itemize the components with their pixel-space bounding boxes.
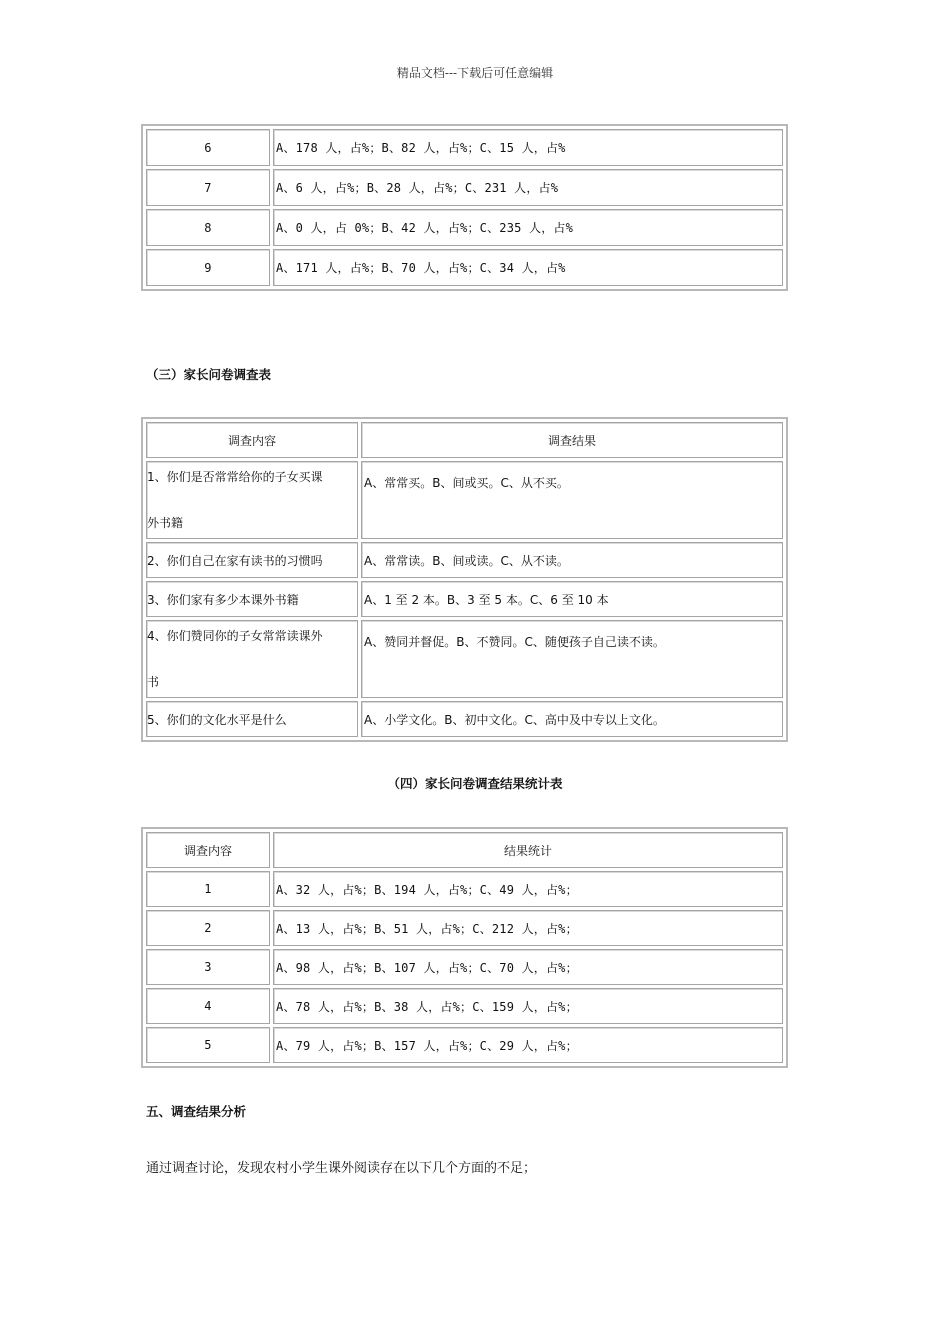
- parent-results-table: [141, 827, 788, 1068]
- question-cell: [146, 461, 358, 539]
- table-row: [146, 169, 783, 206]
- table-row: [146, 209, 783, 246]
- row-result: A、79 人，占%；B、157 人，占%；C、29 人，占%；: [273, 1027, 783, 1063]
- table-row: [146, 701, 783, 737]
- table-row: [146, 910, 783, 946]
- table-row: [146, 129, 783, 166]
- section-5-title: 五、调查结果分析: [146, 1104, 247, 1119]
- table-row: [146, 620, 783, 698]
- answer-cell: A、常常读。B、间或读。C、从不读。: [361, 542, 783, 578]
- column-header: 调查结果: [361, 422, 783, 458]
- row-number: 3: [146, 949, 270, 985]
- question-cell: [146, 620, 358, 698]
- row-number: 6: [146, 129, 270, 166]
- question-line: 书: [147, 675, 160, 689]
- question-line: 1、你们是否常常给你的子女买课: [147, 470, 323, 484]
- row-number: 9: [146, 249, 270, 286]
- column-header: 调查内容: [146, 422, 358, 458]
- answer-cell: A、1 至 2 本。B、3 至 5 本。C、6 至 10 本: [361, 581, 783, 617]
- table-row: [146, 581, 783, 617]
- row-number: 5: [146, 1027, 270, 1063]
- student-results-table: [141, 124, 788, 291]
- row-number: 8: [146, 209, 270, 246]
- row-number: 7: [146, 169, 270, 206]
- row-result: A、171 人，占%；B、70 人，占%；C、34 人，占%: [273, 249, 783, 286]
- row-result: A、13 人，占%；B、51 人，占%；C、212 人，占%；: [273, 910, 783, 946]
- row-result: A、98 人，占%；B、107 人，占%；C、70 人，占%；: [273, 949, 783, 985]
- question-cell: 2、你们自己在家有读书的习惯吗: [146, 542, 358, 578]
- row-result: A、6 人，占%；B、28 人，占%；C、231 人，占%: [273, 169, 783, 206]
- table-header-row: [146, 422, 783, 458]
- parent-questionnaire-table: [141, 417, 788, 742]
- row-number: 1: [146, 871, 270, 907]
- question-line: 外书籍: [147, 516, 184, 530]
- page-header: 精品文档---下载后可任意编辑: [396, 66, 554, 80]
- row-number: 4: [146, 988, 270, 1024]
- table-row: [146, 249, 783, 286]
- section-3-title: （三）家长问卷调查表: [146, 367, 272, 382]
- table-row: [146, 988, 783, 1024]
- row-result: A、32 人，占%；B、194 人，占%；C、49 人，占%；: [273, 871, 783, 907]
- row-result: A、78 人，占%；B、38 人，占%；C、159 人，占%；: [273, 988, 783, 1024]
- table-row: [146, 542, 783, 578]
- section-4-title: （四）家长问卷调查结果统计表: [387, 776, 563, 791]
- row-result: A、0 人，占 0%；B、42 人，占%；C、235 人，占%: [273, 209, 783, 246]
- column-header: 结果统计: [273, 832, 783, 868]
- answer-cell: A、常常买。B、间或买。C、从不买。: [361, 461, 783, 539]
- table-row: [146, 949, 783, 985]
- table-row: [146, 871, 783, 907]
- column-header: 调查内容: [146, 832, 270, 868]
- answer-cell: A、小学文化。B、初中文化。C、高中及中专以上文化。: [361, 701, 783, 737]
- table-row: [146, 461, 783, 539]
- table-header-row: [146, 832, 783, 868]
- question-cell: 3、你们家有多少本课外书籍: [146, 581, 358, 617]
- answer-cell: A、赞同并督促。B、不赞同。C、随便孩子自己读不读。: [361, 620, 783, 698]
- question-line: 4、你们赞同你的子女常常读课外: [147, 629, 323, 643]
- row-number: 2: [146, 910, 270, 946]
- row-result: A、178 人，占%；B、82 人，占%；C、15 人，占%: [273, 129, 783, 166]
- table-row: [146, 1027, 783, 1063]
- analysis-paragraph: 通过调查讨论，发现农村小学生课外阅读存在以下几个方面的不足；: [146, 1161, 537, 1176]
- question-cell: 5、你们的文化水平是什么: [146, 701, 358, 737]
